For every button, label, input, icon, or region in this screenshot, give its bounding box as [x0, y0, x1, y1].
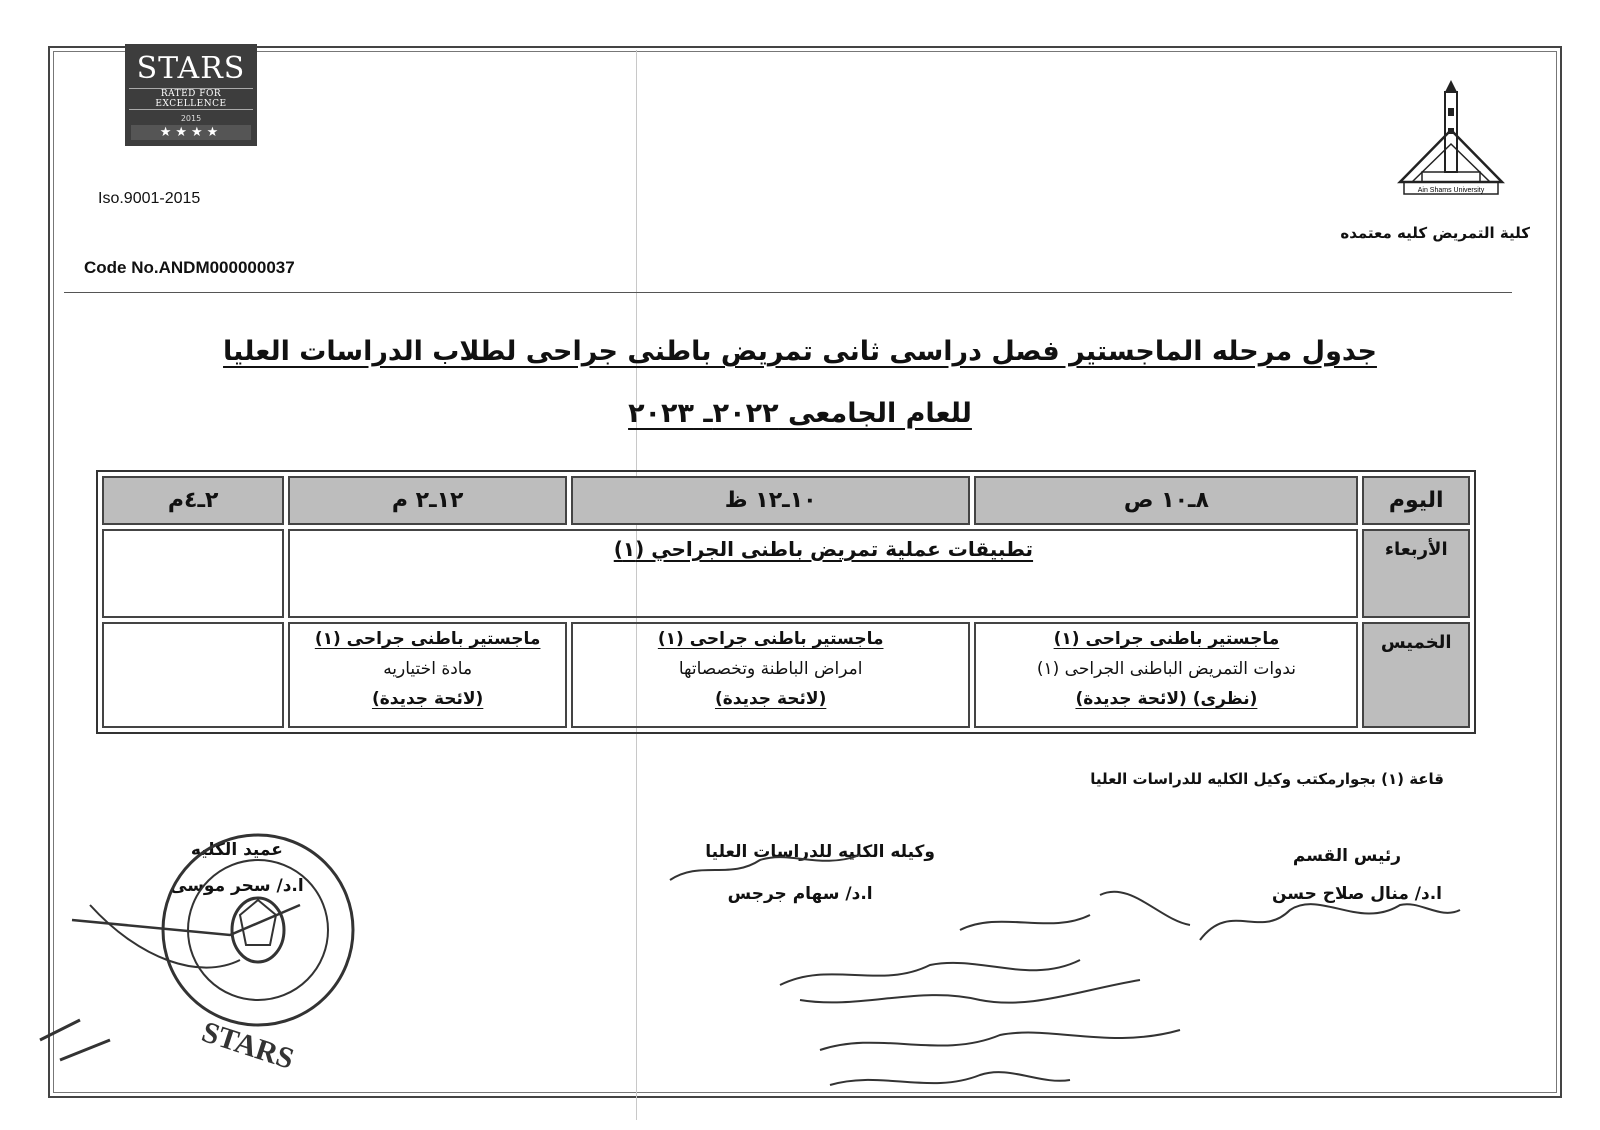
day-wednesday: الأربعاء — [1362, 529, 1470, 618]
course-note: (نظرى) (لائحة جديدة) — [1075, 689, 1258, 710]
header-slot-4: ٢ـ٤م — [102, 476, 284, 525]
day-thursday: الخميس — [1362, 622, 1470, 728]
wednesday-course: تطبيقات عملية تمريض باطنى الجراحي (١) — [613, 536, 1034, 561]
title-line-1: جدول مرحله الماجستير فصل دراسى ثانى تمريض باطنى جراحى لطلاب الدراسات العليا — [223, 336, 1377, 367]
signature-title: وكيله الكليه للدراسات العليا — [705, 842, 935, 862]
code-number: Code No.ANDM000000037 — [84, 258, 295, 277]
header-slot-1: ٨ـ١٠ ص — [974, 476, 1358, 525]
faculty-name: كلية التمريض كليه معتمده — [1340, 224, 1530, 242]
stars-logo-rating: ★★★★ — [131, 125, 251, 140]
course-subject: مادة اختياريه — [383, 659, 473, 680]
stars-logo-year: 2015 — [180, 114, 202, 123]
stars-logo-subtext: RATED FOR EXCELLENCE — [129, 88, 253, 110]
title-line-2: للعام الجامعى ٢٠٢٢ـ ٢٠٢٣ — [628, 398, 972, 429]
header-slot-3: ١٢ـ٢ م — [288, 476, 567, 525]
university-logo-text: Ain Shams University — [1417, 187, 1485, 194]
official-stamp-icon — [40, 835, 353, 1076]
handwritten-signatures-icon — [670, 855, 1460, 1085]
hall-note: قاعة (١) بجوارمكتب وكيل الكليه للدراسات العليا — [1090, 770, 1444, 788]
iso-label: Iso.9001-2015 — [98, 190, 201, 207]
signature-name: ا.د/ سحر موسى — [170, 876, 304, 896]
header-day: اليوم — [1362, 476, 1470, 525]
course-title: ماجستير باطنى جراحى (١) — [1053, 629, 1280, 650]
signature-name: ا.د/ منال صلاح حسن — [1271, 884, 1442, 904]
svg-text:STARS: STARS — [197, 1015, 298, 1076]
stars-logo-text: STARS — [136, 51, 246, 86]
header-slot-2: ١٠ـ١٢ ظ — [571, 476, 970, 525]
course-note: (لائحة جديدة) — [371, 689, 484, 710]
course-title: ماجستير باطنى جراحى (١) — [657, 629, 884, 650]
signature-title: رئيس القسم — [1292, 846, 1402, 866]
course-title: ماجستير باطنى جراحى (١) — [314, 629, 541, 650]
course-subject: امراض الباطنة وتخصصاتها — [678, 659, 863, 680]
course-note: (لائحة جديدة) — [714, 689, 827, 710]
signature-title: عميد الكليه — [190, 840, 283, 860]
signature-name: ا.د/ سهام جرجس — [727, 884, 873, 904]
course-subject: ندوات التمريض الباطنى الجراحى (١) — [1036, 659, 1296, 680]
